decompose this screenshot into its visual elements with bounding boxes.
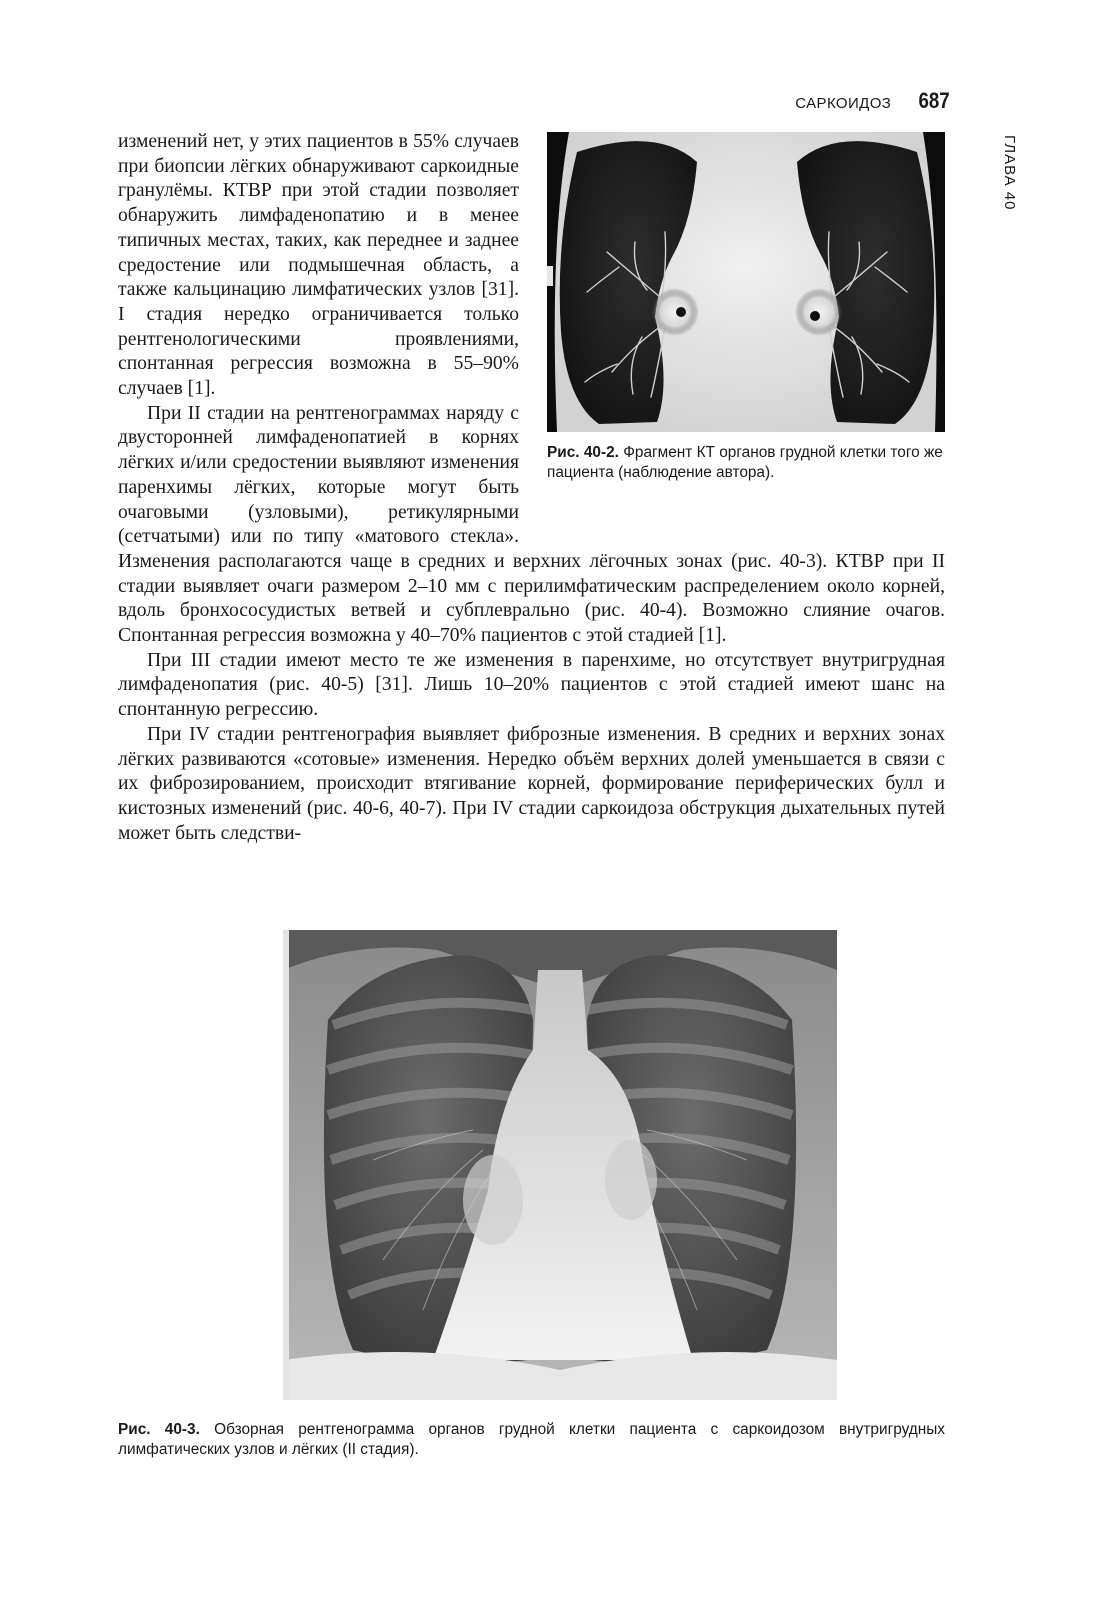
figure-40-2-text: Фрагмент КТ органов грудной клетки того же пациента (наблюдение автора). bbox=[547, 444, 943, 481]
paragraph-1: изменений нет, у этих пациентов в 55% случаев при биопсии лёгких обнаруживают саркоидные гранулёмы. КТВР при этой стадии позволяет обнаружить лимфаденопатию и в менее типичных местах, таких, как переднее и заднее средостение или подмышечная область, а также кальцинацию лимфатических узлов [31]. I стадия нередко ограничивается только рентгенологическими проявлениями, спонтанная регрессия возможна в 55–90% случаев [1]. bbox=[118, 131, 519, 400]
figure-40-2-caption bbox=[547, 443, 947, 483]
figure-40-2-label: Рис. 40-2. bbox=[547, 444, 619, 461]
body-text bbox=[118, 130, 945, 846]
figure-40-3-caption bbox=[118, 1420, 945, 1460]
chest-xray-image bbox=[283, 930, 837, 1400]
page-number: 687 bbox=[918, 88, 950, 113]
paragraph-2: При II стадии на рентгенограммах наряду с двусторонней лимфаденопатией в корнях лёгких и/или средостении выявляют изменения паренхимы лёгких, которые могут быть очаговыми (узловыми), ретикулярными (сетчатыми) или по типу «матового стекла». Изменения располагаются чаще в средних и верхних лёгочных зонах (рис. 40-3). КТВР при II стадии выявляет очаги размером 2–10 мм с перилимфатическим распределением около корней, вдоль бронхососудистых ветвей и субплеврально (рис. 40-4). Возможно слияние очагов. Спонтанная регрессия возможна у 40–70% пациентов с этой стадией [1]. bbox=[118, 402, 945, 647]
chapter-tab: ГЛАВА 40 bbox=[1001, 135, 1018, 211]
paragraph-3: При III стадии имеют место те же изменения в паренхиме, но отсутствует внутригрудная лимфаденопатия (рис. 40-5) [31]. Лишь 10–20% пациентов с этой стадией имеют шанс на спонтанную регрессию. bbox=[118, 649, 945, 721]
figure-40-3 bbox=[283, 930, 837, 1405]
figure-40-3-text: Обзорная рентгенограмма органов грудной клетки пациента с саркоидозом внутригрудных лимфатических узлов и лёгких (II стадия). bbox=[118, 1421, 945, 1458]
paragraph-4: При IV стадии рентгенография выявляет фиброзные изменения. В средних и верхних зонах лёгких развиваются «сотовые» изменения. Нередко объём верхних долей уменьшается в связи с их фиброзированием, происходит втягивание корней, формирование периферических булл и кистозных изменений (рис. 40-6, 40-7). При IV стадии саркоидоза обструкция дыхательных путей может быть следстви- bbox=[118, 723, 945, 844]
ct-scan-image bbox=[547, 132, 945, 432]
running-header bbox=[760, 88, 950, 118]
figure-40-3-label: Рис. 40-3. bbox=[118, 1421, 200, 1438]
section-title: САРКОИДОЗ bbox=[795, 95, 892, 112]
figure-40-2 bbox=[533, 130, 945, 546]
